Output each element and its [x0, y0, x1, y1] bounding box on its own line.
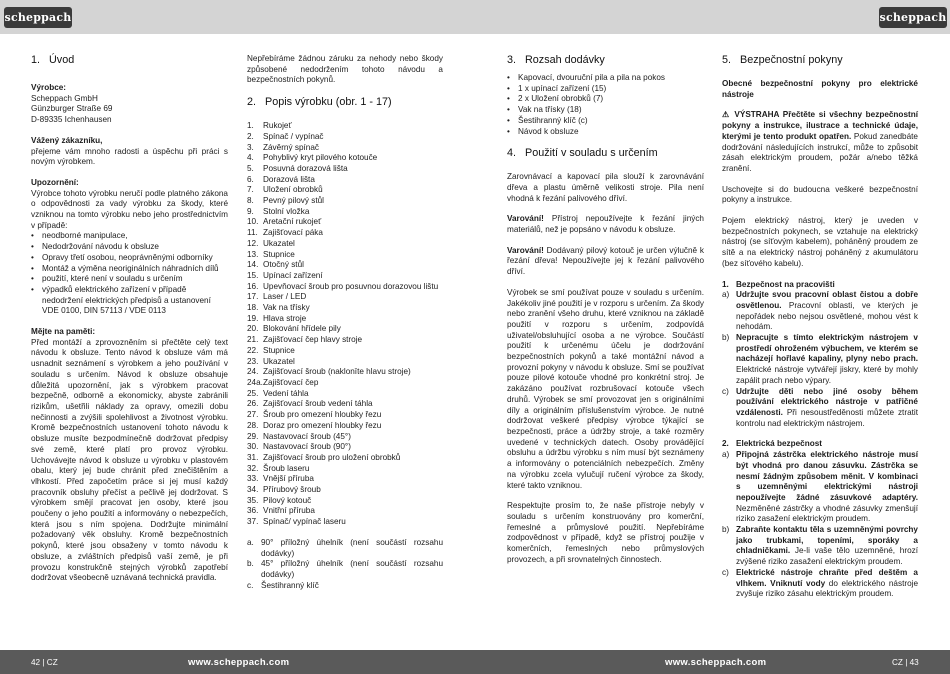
part-name: Hlava stroje: [263, 313, 307, 323]
part-name: Laser / LED: [263, 292, 307, 302]
part-item: [247, 228, 443, 239]
part-name: Dorazová lišta: [263, 174, 315, 184]
parts-list: [247, 121, 443, 528]
workplace-safety-list: [722, 290, 918, 429]
part-name: Zajišťovací šroub vedení táhla: [263, 399, 373, 409]
page-number-right: CZ | 43: [892, 657, 919, 667]
safety-rule-text: [736, 525, 918, 568]
part-item: [247, 432, 443, 443]
safety-rule-bold: Zabraňte kontaktu těla s uzemněnými povrchy jako trubkami, topeními, sporáky a chladničkami.: [736, 525, 918, 556]
part-name: Ukazatel: [263, 238, 295, 248]
intended-use-text: Zarovnávací a kapovací pila slouží k zarovnávání dřeva a plastu úměrně velikosti stroje. Pila není vhodná k řezání palivového dříví.: [507, 172, 704, 203]
safety-rule-text: [736, 387, 918, 430]
part-item: [247, 271, 443, 282]
website-link-right[interactable]: www.scheppach.com: [665, 656, 767, 668]
part-name: Vnější příruba: [263, 474, 314, 484]
part-number: 2.: [247, 131, 254, 141]
part-number: 19.: [247, 313, 259, 323]
scope-item: • Kapovací, dvouruční pila a pila na pokos: [507, 73, 704, 84]
part-item: [247, 346, 443, 357]
electrical-safety-list: [722, 450, 918, 600]
safety-rule-detail: Elektrické nástroje vytvářejí jiskry, které by mohly zapálit prach nebo výpary.: [736, 365, 918, 385]
part-name: Šroub laseru: [263, 463, 310, 473]
keep-instructions-text: Uschovejte si do budoucna veškeré bezpečnostní pokyny a instrukce.: [722, 184, 918, 205]
part-name: Aretační rukojeť: [263, 217, 322, 227]
part-number: 8.: [247, 196, 254, 206]
electrical-safety-heading: 2. Elektrická bezpečnost: [722, 439, 823, 449]
part-number: 3.: [247, 142, 254, 152]
safety-rule-letter: a): [722, 290, 730, 300]
list-item: • Montáž a výměna neoriginálních náhradních dílů: [31, 264, 228, 275]
section-heading-intro: 1. Úvod: [31, 54, 75, 66]
page-number-left: 42 | CZ: [31, 657, 58, 667]
part-item: [247, 496, 443, 507]
accessory-letter: a.: [247, 537, 254, 547]
part-name: Zajišťovací šroub pro uložení obrobků: [263, 452, 401, 462]
part-name: Zajišťovací čep hlavy stroje: [263, 335, 363, 345]
footer-right: [475, 650, 950, 674]
accessory-letter: c.: [247, 580, 254, 590]
list-item: • výpadků elektrického zařízení v případě nedodržení elektrických předpisů a ustanovení VDE 0100, DIN 57113 / VDE 0113: [31, 285, 228, 317]
part-name: Spínač/ vypínač laseru: [263, 517, 346, 527]
list-item: • Opravy třetí osobou, neoprávněnými odborníky: [31, 253, 228, 264]
dear-text: přejeme vám mnoho radosti a úspěchu při práci s novým výrobkem.: [31, 146, 228, 167]
part-number: 24a.: [247, 377, 263, 387]
part-number: 4.: [247, 153, 254, 163]
part-item: [247, 421, 443, 432]
power-tool-term-text: Pojem elektrický nástroj, který je uveden v bezpečnostních pokynech, se vztahuje na elektrický nástroj (se síťovým kabelem), poháněný proudem ze sítě a na elektrický nástroj poháněný z akumulátoru (bez síťového kabelu).: [722, 216, 918, 268]
part-item: [247, 260, 443, 271]
part-number: 16.: [247, 281, 259, 291]
safety-warning: ⚠ VÝSTRAHA Přečtěte si všechny bezpečnostní pokyny a instrukce, ilustrace a technické údaje, kterými je tento produkt opatřen. Pokud zanedbáte dodržování následujících instrukcí, může to způsobit zásah elektrickým proudem, požár a/nebo těžká zranění.: [722, 110, 918, 173]
part-name: Zajišťovací šroub (naklonīte hlavu stroje): [263, 367, 411, 377]
part-number: 1.: [247, 121, 254, 131]
part-item: [247, 378, 443, 389]
part-number: 24.: [247, 367, 259, 377]
part-name: Stupnice: [263, 249, 295, 259]
safety-rule: [722, 290, 918, 333]
safety-rule-letter: a): [722, 450, 730, 460]
general-safety-title: Obecné bezpečnostní pokyny pro elektrické nástroje: [722, 79, 918, 99]
warning-triangle-icon: ⚠: [722, 110, 731, 120]
part-name: Posuvná dorazová lišta: [263, 163, 348, 173]
safety-rule-text: [736, 290, 918, 333]
safety-rule: [722, 525, 918, 568]
note-list: [31, 231, 228, 317]
list-item: • použití, které není v souladu s určením: [31, 274, 228, 285]
part-item: [247, 464, 443, 475]
scope-list: [507, 73, 704, 137]
safety-rule-letter: b): [722, 333, 730, 343]
part-number: 22.: [247, 345, 259, 355]
scope-item: • 2 x Uložení obrobků (7): [507, 94, 704, 105]
part-number: 9.: [247, 206, 254, 216]
part-name: Blokování hřídele pily: [263, 324, 341, 334]
part-item: [247, 389, 443, 400]
part-number: 37.: [247, 517, 259, 527]
part-number: 31.: [247, 452, 259, 462]
accessory-name: 90° příložný úhelník (není součástí rozsahu dodávky): [261, 537, 443, 558]
part-number: 13.: [247, 249, 259, 259]
part-name: Spínač / vypínač: [263, 131, 324, 141]
part-name: Šroub pro omezení hloubky řezu: [263, 410, 382, 420]
maker-address-line: D-89335 Ichenhausen: [31, 115, 112, 125]
part-item: [247, 453, 443, 464]
part-number: 36.: [247, 506, 259, 516]
part-number: 28.: [247, 420, 259, 430]
part-name: Zajišťovací čep: [263, 377, 319, 387]
part-item: [247, 367, 443, 378]
column-product-description: [247, 54, 443, 591]
part-number: 21.: [247, 335, 259, 345]
safety-rule: [722, 450, 918, 525]
part-item: [247, 474, 443, 485]
part-name: Nastavovací šroub (90°): [263, 442, 351, 452]
accessory-item: [247, 581, 443, 592]
part-item: [247, 357, 443, 368]
part-item: [247, 196, 443, 207]
safety-rule: [722, 568, 918, 600]
commercial-use-note: Respektujte prosím to, že naše přístroje nebyly v souladu s určením konstruovány pro komerční, řemeslné a průmyslové použití. Nepřebíráme zodpovědnost v případě, když se přístroj použije v komerčních, řemeslných nebo průmyslových provozech, a při srovnatelných činnostech.: [507, 501, 704, 564]
safety-rule-bold: Udržujte děti nebo jiné osoby během používání elektrického nástroje v patřičné vzdálenosti.: [736, 386, 918, 417]
part-item: [247, 239, 443, 250]
note-text: Výrobce tohoto výrobku neručí podle platného zákona o odpovědnosti za vady výrobku za škody, které vzniknou na tomto výrobku nebo jeho prostřednictvím v případě:: [31, 188, 228, 230]
part-item: [247, 324, 443, 335]
accessory-letter: b.: [247, 559, 254, 569]
brand-logo-right: scheppach: [879, 7, 947, 28]
part-item: [247, 132, 443, 143]
safety-rule-letter: b): [722, 525, 730, 535]
part-name: Pohyblivý kryt pilového kotouče: [263, 153, 378, 163]
part-number: 10.: [247, 217, 259, 227]
section-heading-scope: 3. Rozsah dodávky: [507, 54, 605, 66]
safety-rule-detail: Pracovní oblasti, ve kterých je nepořádek nebo nejsou osvětlené, mohou vést k nehodám.: [736, 300, 918, 332]
part-name: Přírubový šroub: [263, 485, 321, 495]
part-number: 29.: [247, 431, 259, 441]
note-label: Upozornění:: [31, 177, 79, 187]
section-heading-description: 2. Popis výrobku (obr. 1 - 17): [247, 96, 392, 109]
part-item: [247, 442, 443, 453]
part-item: [247, 282, 443, 293]
part-number: 14.: [247, 260, 259, 270]
part-item: [247, 314, 443, 325]
part-name: Vedení táhla: [263, 388, 309, 398]
safety-rule-text: [736, 568, 918, 600]
safety-rule-text: [736, 333, 918, 387]
part-number: 35.: [247, 495, 259, 505]
safety-rule-detail: Je-li vaše tělo uzemněné, hrozí zvýšené riziko zasažení elektrickým proudem.: [736, 546, 918, 567]
maker-address-line: Scheppach GmbH: [31, 93, 98, 103]
part-item: [247, 207, 443, 218]
part-item: [247, 410, 443, 421]
footer-left: [0, 650, 475, 674]
column-scope-and-use: [507, 54, 704, 565]
maker-label: Výrobce:: [31, 83, 67, 92]
part-number: 7.: [247, 185, 254, 195]
part-number: 25.: [247, 388, 259, 398]
part-item: [247, 517, 443, 528]
part-number: 26.: [247, 399, 259, 409]
safety-rule: [722, 333, 918, 387]
safety-rule-detail: do elektrického nástroje zvyšuje riziko zásahu elektrickým proudem.: [736, 578, 918, 599]
brand-logo-left: scheppach: [4, 7, 72, 28]
part-item: [247, 250, 443, 261]
scope-item: • Šestihranný klíč (c): [507, 116, 704, 127]
list-item: • Nedodržování návodu k obsluze: [31, 242, 228, 253]
safety-rule-detail: Nezměněné zástrčky a vhodné zásuvky zmenšují riziko zasažení elektrickým proudem.: [736, 503, 918, 524]
part-item: [247, 153, 443, 164]
maker-address-line: Günzburger Straße 69: [31, 104, 113, 114]
part-item: [247, 121, 443, 132]
section-heading-safety: 5. Bezpečnostní pokyny: [722, 54, 843, 66]
part-number: 6.: [247, 174, 254, 184]
part-name: Ukazatel: [263, 356, 295, 366]
workplace-safety-heading: 1. Bezpečnost na pracovišti: [722, 279, 835, 289]
liability-text: Nepřebíráme žádnou záruku za nehody nebo škody způsobené nedodržením tohoto návodu a bezpečnostních pokynů.: [247, 54, 443, 85]
part-item: [247, 335, 443, 346]
part-number: 11.: [247, 228, 258, 238]
safety-rule-bold: Udržujte svou pracovní oblast čistou a dobře osvětlenou.: [736, 290, 918, 310]
section-heading-intended-use: 4. Použití v souladu s určením: [507, 147, 658, 160]
part-name: Upevňovací šroub pro posuvnou dorazovou lištu: [263, 281, 439, 291]
part-number: 30.: [247, 442, 259, 452]
part-name: Doraz pro omezení hloubky řezu: [263, 420, 382, 430]
safety-rule-bold: Připojná zástrčka elektrického nástroje musí být vhodná pro danou zásuvku. Zástrčka se nesmí žádným způsobem měnit. V kombinaci s uzemněnými elektrickými nástroji nepoužívejte žádné zásuvkové adaptéry.: [736, 450, 918, 502]
part-number: 18.: [247, 303, 259, 313]
part-name: Pevný pilový stůl: [263, 196, 324, 206]
part-name: Zajišťovací páka: [263, 228, 323, 238]
part-number: 34.: [247, 485, 259, 495]
accessory-name: 45° příložný úhelník (není součástí rozsahu dodávky): [261, 559, 443, 579]
part-name: Vnitřní příruba: [263, 506, 315, 516]
part-item: [247, 164, 443, 175]
part-number: 23.: [247, 356, 259, 366]
dear-label: Vážený zákazníku,: [31, 135, 103, 145]
intended-use-details: Výrobek se smí používat pouze v souladu s určením. Jakékoliv jiné použití je v rozporu s určením. Za škody nebo zranění všeho druhu, které vzniknou na základě použití v rozporu s určením, zodpovídá uživatel/obsluhující osoba a ne výrobce. Součástí použití k určenému účelu je dodržování bezpečnostních pokynů a také montážní návod a provozní pokyny v návodu k obsluze. Smí se používat pouze pilové kotouče vhodné pro konkrétní stroj. Je zakázáno používat rozbrušovací kotouče všech druhů. Výrobek se smí provozovat jen s originálními díly a originálním příslušenstvím výrobce. Je nutné dodržovat veškeré předpisy výrobce týkající se bezpečnosti, práce a údržby stroje, a také rozměry uvedené v technických datech. Osoby provádějící obsluhu a údržbu výrobku s ním musí být seznámeny a informovány o potenciálních nebezpečích. Změny na výrobku zcela vylučují ručení výrobce za škody, které takto vzniknou.: [507, 287, 704, 490]
safety-rule: [722, 387, 918, 430]
warning-materials: Varování! Přístroj nepoužívejte k řezání jiných materiálů, než je popsáno v návodu k obsluze.: [507, 214, 704, 235]
part-name: Rukojeť: [263, 121, 292, 131]
maker-address: [31, 94, 228, 126]
scope-item: • Návod k obsluze: [507, 127, 704, 138]
list-item: • neodborné manipulace,: [31, 231, 228, 242]
part-item: [247, 485, 443, 496]
part-item: [247, 292, 443, 303]
column-intro: [31, 54, 228, 584]
part-name: Otočný stůl: [263, 260, 304, 270]
part-name: Závěrný spínač: [263, 142, 319, 152]
safety-rule-text: [736, 450, 918, 525]
safety-rule-detail: Při nesoustředěnosti můžete ztratit kontrolu nad elektrickým nástrojem.: [736, 407, 918, 428]
mind-text: Před montáží a zprovozněním si přečtěte celý text návodu k obsluze. Tento návod k obsluze vám má usnadnit seznámení s výrobkem a jeho používání v souladu s určením. Návod k obsluze obsahuje důležitá upozornění, jak s výrobkem pracovat bezpečně, odborně a ekonomicky, abyste zabránili rizikům, ušetřili náklady za opravy, omezili dobu nečinnosti a zvýšili spolehlivost a životnost výrobku. Kromě bezpečnostních ustanovení tohoto návodu k obsluze musíte bezpodmínečně dodržovat předpisy své země, které platí pro provoz výrobku. Uchovávejte návod k obsluze u výrobku v plastovém obalu, který jej bude chránit před znečištěním a vlhkostí. Před započetím práce si jej musí každý pracovník obsluhy přečíst a pečlivě jej dodržovat. S výrobkem smějí pracovat jen osoby, které jsou poučeny o jeho použití a informovány o nebezpečích, která jsou s ním spojena. Dodržujte minimální požadovaný věk obsluhy. Kromě bezpečnostních pokynů, které jsou obsaženy v tomto návodu k obsluze, a zvláštních předpisů vaší země, je při provozu konstrukčně stejných výrobků zapotřebí dodržovat všeobecně uznávaná technická pravidla.: [31, 337, 228, 583]
part-item: [247, 185, 443, 196]
safety-rule-bold: Nepracujte s tímto elektrickým nástrojem v prostředí ohroženém výbuchem, ve kterém se nacházejí hořlavé kapaliny, plyny nebo prach.: [736, 333, 918, 364]
part-item: [247, 303, 443, 314]
part-name: Pilový kotouč: [263, 495, 312, 505]
scope-item: • Vak na třísky (18): [507, 105, 704, 116]
part-item: [247, 217, 443, 228]
part-name: Upínací zařízení: [263, 270, 323, 280]
safety-rule-bold: Elektrické nástroje chraňte před deštěm a vlhkem. Vniknutí vody: [736, 567, 918, 588]
mind-label: Mějte na paměti:: [31, 327, 96, 337]
part-item: [247, 175, 443, 186]
part-item: [247, 143, 443, 154]
part-number: 20.: [247, 324, 259, 334]
part-item: [247, 399, 443, 410]
part-item: [247, 506, 443, 517]
part-name: Vak na třísky: [263, 303, 310, 313]
part-name: Stupnice: [263, 345, 295, 355]
accessory-list: [247, 538, 443, 592]
part-number: 33.: [247, 474, 259, 484]
scope-item: • 1 x upínací zařízení (15): [507, 84, 704, 95]
accessory-name: Šestihranný klíč: [261, 580, 319, 590]
website-link-left[interactable]: www.scheppach.com: [188, 656, 290, 668]
part-number: 17.: [247, 292, 259, 302]
column-safety: [722, 54, 918, 600]
part-number: 12.: [247, 238, 259, 248]
part-number: 15.: [247, 270, 259, 280]
accessory-item: [247, 538, 443, 559]
part-number: 27.: [247, 410, 259, 420]
accessory-item: [247, 559, 443, 580]
safety-rule-letter: c): [722, 567, 729, 577]
part-name: Uložení obrobků: [263, 185, 323, 195]
part-name: Nastavovací šroub (45°): [263, 431, 351, 441]
part-number: 5.: [247, 163, 254, 173]
warning-blade: Varování! Dodávaný pilový kotouč je určen výlučně k řezání dřeva! Nepoužívejte jej k řezání palivového dříví.: [507, 245, 704, 277]
safety-rule-letter: c): [722, 386, 729, 396]
part-number: 32.: [247, 463, 259, 473]
part-name: Stolní vložka: [263, 206, 310, 216]
